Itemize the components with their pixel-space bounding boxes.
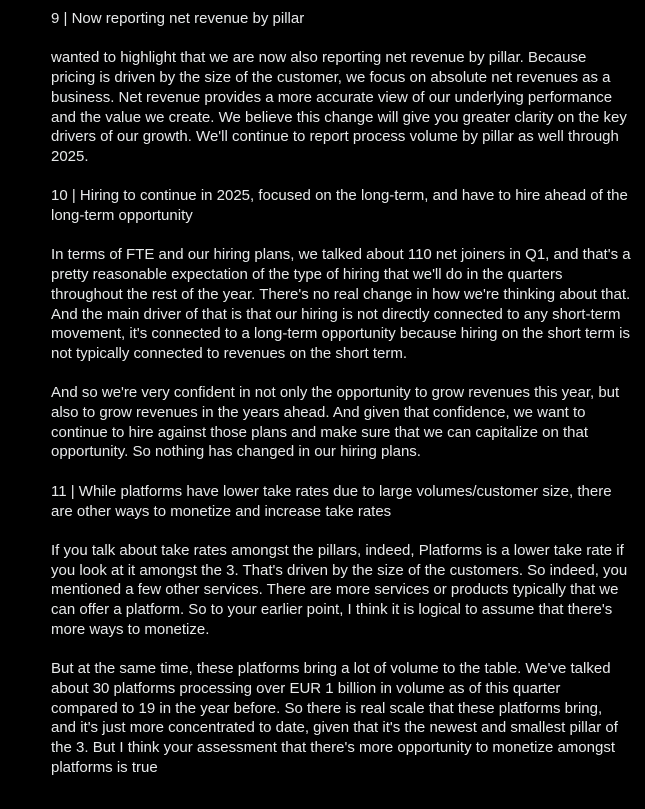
paragraph-confidence: And so we're very confident in not only the opportunity to grow revenues this year, but also to grow revenues in the years ahead. And given that confidence, we want to continue to hire against those plans and make sure that we can capitalize on that opportunity. So nothing has changed in our hiring plans. (51, 384, 620, 461)
post-body (51, 9, 631, 777)
paragraph-platforms-volume: But at the same time, these platforms bring a lot of volume to the table. We've talked about 30 platforms processing over EUR 1 billion in volume as of this quarter compared to 19 in the year before. So there is real scale that these platforms bring, and it's just more concentrated to date, given that it's the newest and smallest pillar of the 3. But I think your assessment that there's more opportunity to monetize amongst platforms is true (51, 660, 618, 776)
paragraph-net-revenue: wanted to highlight that we are now also reporting net revenue by pillar. Because pricing is driven by the size of the customer, we focus on absolute net revenues as a business. Net revenue provides a more accurate view of our underlying performance and the value we create. We believe this change will give you greater clarity on the key drivers of our growth. We'll continue to report process volume by pillar as well through 2025. (51, 49, 627, 165)
paragraph-hiring-plans: In terms of FTE and our hiring plans, we talked about 110 net joiners in Q1, and that's a pretty reasonable expectation of the type of hiring that we'll do in the quarters throughout the rest of the year. There's no real change in how we're thinking about that. And the main driver of that is that our hiring is not directly connected to any short-term movement, it's connected to a long-term opportunity because hiring on the short term is not typically connected to revenues on the short term. (51, 246, 631, 362)
section-heading-9: 9 | Now reporting net revenue by pillar (51, 10, 305, 27)
paragraph-take-rates: If you talk about take rates amongst the pillars, indeed, Platforms is a lower take rate if you look at it amongst the 3. That's driven by the size of the customers. So indeed, you mentioned a few other services. There are more services or products typically that we can offer a platform. So to your earlier point, I think it is logical to assume that there's more ways to monetize. (51, 541, 628, 638)
section-heading-11: 11 | While platforms have lower take rates due to large volumes/customer size, there are other ways to monetize and increase take rates (51, 482, 612, 520)
section-heading-10: 10 | Hiring to continue in 2025, focused on the long-term, and have to hire ahead of the long-term opportunity (51, 187, 628, 224)
